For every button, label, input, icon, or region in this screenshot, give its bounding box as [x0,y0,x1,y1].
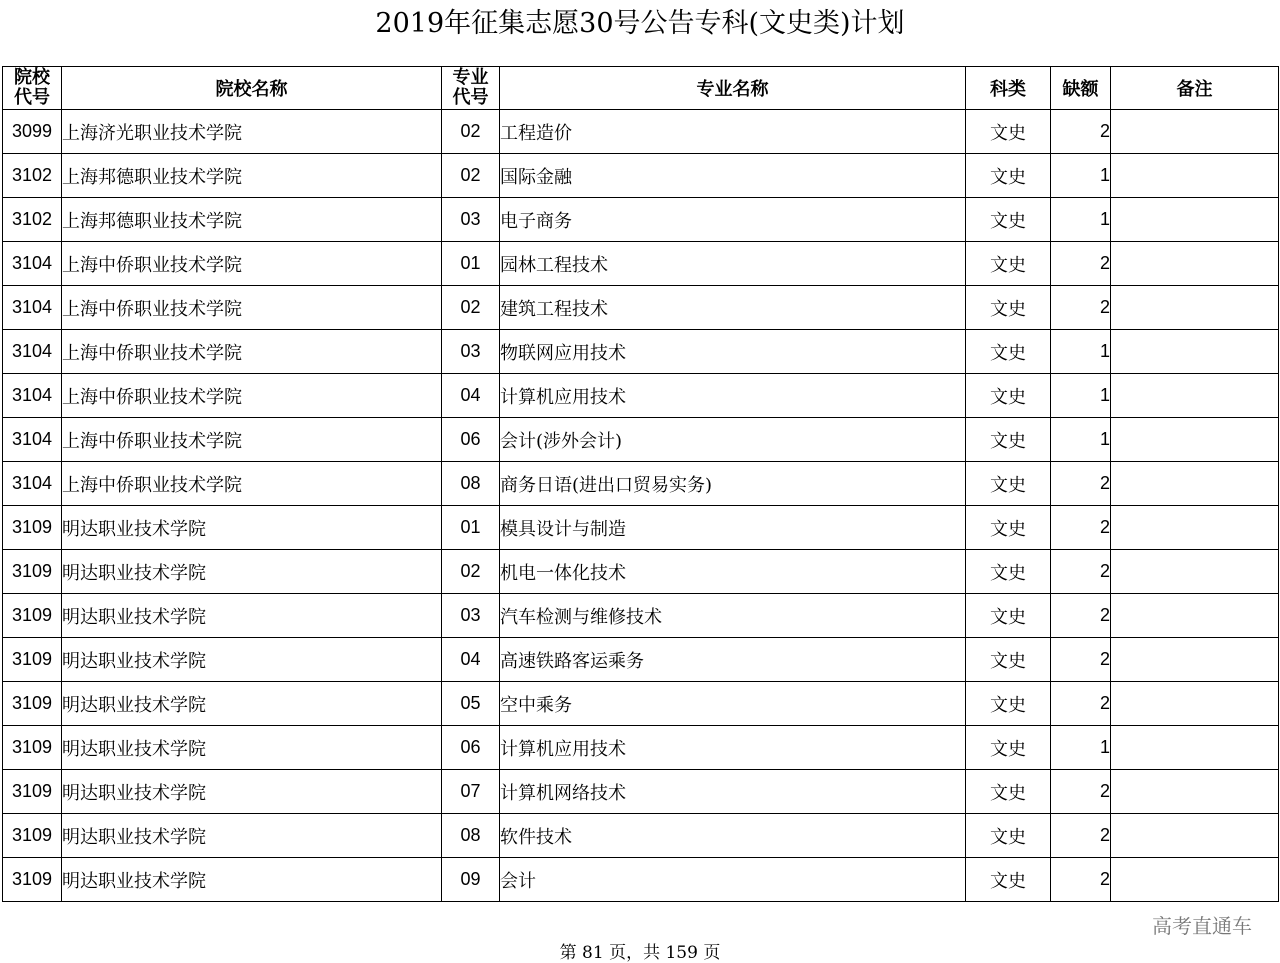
cell-major-code: 03 [442,594,500,638]
cell-major-code: 03 [442,198,500,242]
cell-quota: 2 [1051,814,1111,858]
header-school-name: 院校名称 [62,67,442,110]
cell-school-name: 上海邦德职业技术学院 [62,154,442,198]
cell-school-name: 明达职业技术学院 [62,638,442,682]
cell-major-name: 高速铁路客运乘务 [500,638,966,682]
cell-remarks [1111,594,1279,638]
cell-category: 文史 [966,154,1051,198]
table-row [3,814,1279,858]
cell-major-name: 建筑工程技术 [500,286,966,330]
cell-quota: 2 [1051,770,1111,814]
cell-quota: 1 [1051,418,1111,462]
table-row [3,242,1279,286]
cell-quota: 2 [1051,110,1111,154]
cell-school-code: 3104 [3,242,62,286]
cell-remarks [1111,550,1279,594]
cell-school-name: 上海中侨职业技术学院 [62,286,442,330]
cell-major-name: 软件技术 [500,814,966,858]
cell-school-code: 3102 [3,198,62,242]
cell-major-name: 汽车检测与维修技术 [500,594,966,638]
cell-category: 文史 [966,814,1051,858]
table-header-row [3,67,1279,110]
cell-category: 文史 [966,242,1051,286]
cell-category: 文史 [966,550,1051,594]
header-major-name: 专业名称 [500,67,966,110]
table-row [3,462,1279,506]
cell-school-code: 3109 [3,682,62,726]
table-row [3,638,1279,682]
cell-remarks [1111,198,1279,242]
cell-major-code: 02 [442,154,500,198]
cell-category: 文史 [966,594,1051,638]
table-row [3,154,1279,198]
table-row [3,110,1279,154]
cell-major-name: 计算机应用技术 [500,374,966,418]
page-title: 2019年征集志愿30号公告专科(文史类)计划 [375,8,905,39]
cell-category: 文史 [966,462,1051,506]
cell-quota: 2 [1051,506,1111,550]
cell-category: 文史 [966,330,1051,374]
cell-school-code: 3104 [3,462,62,506]
cell-major-code: 06 [442,726,500,770]
header-major-code-line1: 专业 [452,67,489,88]
cell-school-name: 明达职业技术学院 [62,506,442,550]
cell-school-name: 上海中侨职业技术学院 [62,462,442,506]
header-remarks: 备注 [1111,67,1279,110]
cell-school-code: 3109 [3,770,62,814]
cell-school-name: 明达职业技术学院 [62,858,442,902]
cell-major-code: 02 [442,110,500,154]
cell-school-name: 明达职业技术学院 [62,594,442,638]
cell-major-name: 国际金融 [500,154,966,198]
cell-major-code: 01 [442,242,500,286]
cell-major-name: 会计(涉外会计) [500,418,966,462]
cell-school-name: 明达职业技术学院 [62,550,442,594]
table-row [3,726,1279,770]
table-row [3,286,1279,330]
cell-remarks [1111,858,1279,902]
header-quota: 缺额 [1051,67,1111,110]
cell-major-name: 机电一体化技术 [500,550,966,594]
cell-school-name: 上海中侨职业技术学院 [62,418,442,462]
table-row [3,682,1279,726]
cell-category: 文史 [966,418,1051,462]
cell-quota: 2 [1051,462,1111,506]
cell-major-code: 08 [442,462,500,506]
cell-school-code: 3109 [3,638,62,682]
cell-category: 文史 [966,374,1051,418]
cell-major-name: 电子商务 [500,198,966,242]
header-school-code-line1: 院校 [14,67,50,88]
cell-category: 文史 [966,198,1051,242]
header-school-code [3,67,62,110]
cell-school-code: 3104 [3,418,62,462]
cell-remarks [1111,726,1279,770]
cell-quota: 2 [1051,242,1111,286]
cell-school-name: 上海中侨职业技术学院 [62,330,442,374]
cell-school-code: 3109 [3,550,62,594]
cell-remarks [1111,682,1279,726]
cell-major-code: 04 [442,638,500,682]
cell-major-name: 空中乘务 [500,682,966,726]
table-row [3,198,1279,242]
watermark-text: 高考直通车 [1152,914,1252,938]
cell-quota: 2 [1051,682,1111,726]
cell-remarks [1111,286,1279,330]
cell-school-name: 上海中侨职业技术学院 [62,374,442,418]
cell-remarks [1111,330,1279,374]
cell-remarks [1111,638,1279,682]
cell-major-name: 商务日语(进出口贸易实务) [500,462,966,506]
table-row [3,858,1279,902]
cell-major-code: 06 [442,418,500,462]
cell-quota: 2 [1051,594,1111,638]
cell-school-code: 3109 [3,814,62,858]
cell-quota: 2 [1051,550,1111,594]
cell-major-name: 园林工程技术 [500,242,966,286]
cell-category: 文史 [966,110,1051,154]
cell-remarks [1111,770,1279,814]
cell-school-code: 3109 [3,506,62,550]
cell-category: 文史 [966,506,1051,550]
table-row [3,418,1279,462]
cell-remarks [1111,462,1279,506]
cell-category: 文史 [966,286,1051,330]
cell-quota: 1 [1051,198,1111,242]
cell-quota: 2 [1051,858,1111,902]
cell-school-name: 明达职业技术学院 [62,770,442,814]
cell-category: 文史 [966,682,1051,726]
cell-category: 文史 [966,638,1051,682]
cell-major-code: 09 [442,858,500,902]
cell-major-code: 05 [442,682,500,726]
cell-major-code: 01 [442,506,500,550]
cell-remarks [1111,418,1279,462]
cell-major-name: 工程造价 [500,110,966,154]
cell-school-code: 3104 [3,286,62,330]
table-row [3,506,1279,550]
table-row [3,330,1279,374]
cell-major-code: 02 [442,286,500,330]
cell-category: 文史 [966,726,1051,770]
cell-major-name: 会计 [500,858,966,902]
cell-quota: 1 [1051,330,1111,374]
plan-table [2,66,1279,902]
table-row [3,770,1279,814]
cell-remarks [1111,814,1279,858]
cell-quota: 1 [1051,374,1111,418]
cell-school-name: 明达职业技术学院 [62,814,442,858]
cell-quota: 2 [1051,286,1111,330]
cell-major-code: 07 [442,770,500,814]
cell-school-name: 上海济光职业技术学院 [62,110,442,154]
cell-school-code: 3109 [3,858,62,902]
cell-remarks [1111,506,1279,550]
table-row [3,550,1279,594]
header-major-code [442,67,500,110]
header-school-code-line2: 代号 [14,87,50,108]
cell-category: 文史 [966,858,1051,902]
table-row [3,374,1279,418]
cell-major-code: 04 [442,374,500,418]
cell-quota: 2 [1051,638,1111,682]
cell-school-name: 明达职业技术学院 [62,682,442,726]
cell-quota: 1 [1051,726,1111,770]
header-major-code-line2: 代号 [452,87,489,108]
cell-school-name: 上海中侨职业技术学院 [62,242,442,286]
cell-major-name: 模具设计与制造 [500,506,966,550]
cell-school-name: 明达职业技术学院 [62,726,442,770]
cell-quota: 1 [1051,154,1111,198]
cell-major-code: 08 [442,814,500,858]
cell-major-code: 03 [442,330,500,374]
cell-major-code: 02 [442,550,500,594]
cell-major-name: 计算机网络技术 [500,770,966,814]
cell-remarks [1111,154,1279,198]
cell-school-code: 3099 [3,110,62,154]
table-row [3,594,1279,638]
cell-major-name: 计算机应用技术 [500,726,966,770]
cell-school-code: 3104 [3,330,62,374]
cell-remarks [1111,242,1279,286]
cell-category: 文史 [966,770,1051,814]
cell-remarks [1111,110,1279,154]
cell-school-code: 3102 [3,154,62,198]
cell-major-name: 物联网应用技术 [500,330,966,374]
cell-school-code: 3109 [3,594,62,638]
header-category: 科类 [966,67,1051,110]
cell-remarks [1111,374,1279,418]
cell-school-name: 上海邦德职业技术学院 [62,198,442,242]
cell-school-code: 3104 [3,374,62,418]
cell-school-code: 3109 [3,726,62,770]
page-footer: 第 81 页，共 159 页 [559,943,721,963]
